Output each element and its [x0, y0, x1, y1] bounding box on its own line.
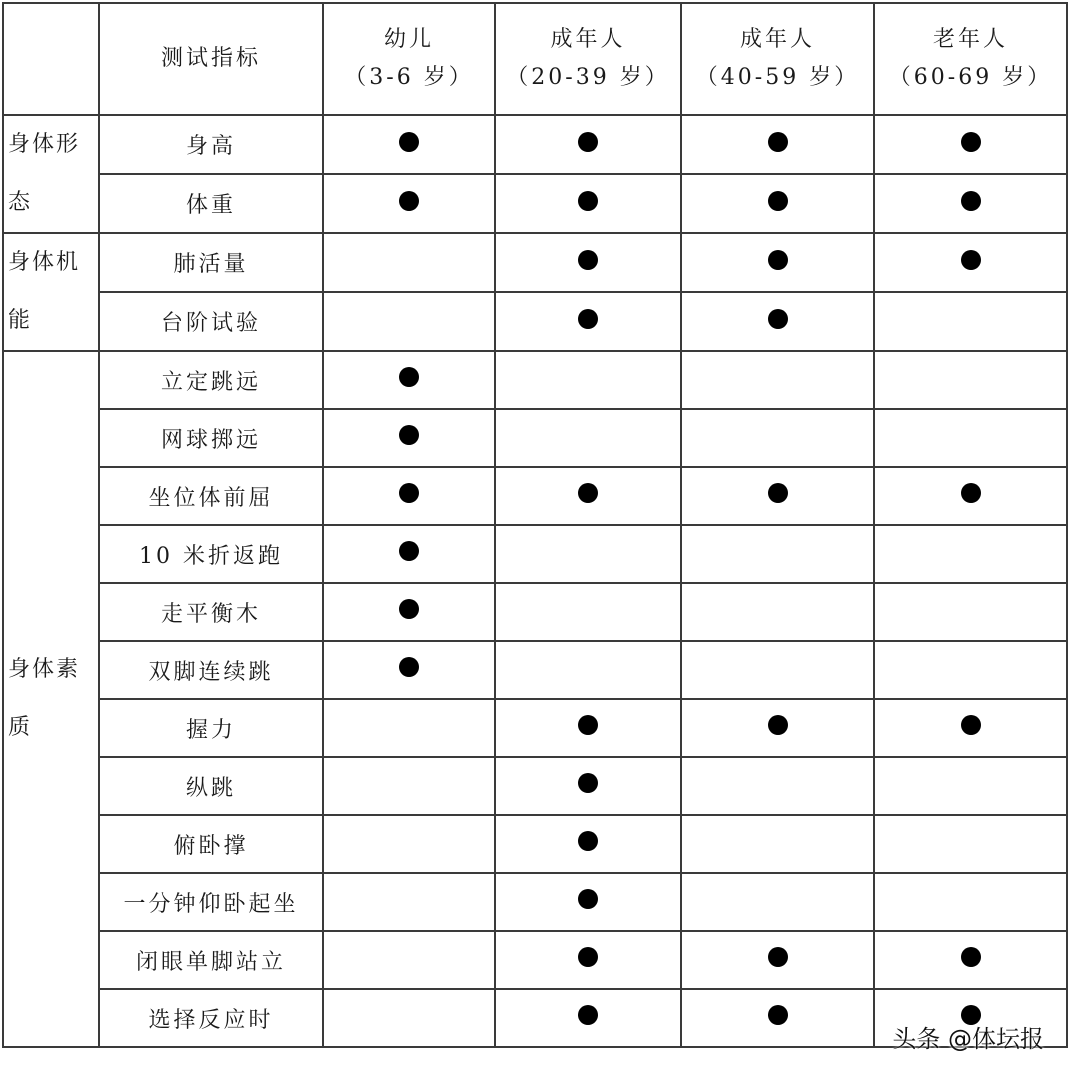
mark-cell — [495, 292, 681, 351]
included-dot-icon — [578, 715, 598, 735]
included-dot-icon — [768, 309, 788, 329]
table-row — [3, 351, 1067, 409]
included-dot-icon — [768, 191, 788, 211]
mark-cell — [323, 815, 495, 873]
indicator-name: 走平衡木 — [99, 583, 323, 641]
mark-cell — [874, 757, 1067, 815]
mark-cell — [495, 583, 681, 641]
mark-cell — [495, 115, 681, 174]
indicator-name: 纵跳 — [99, 757, 323, 815]
category-cell — [3, 115, 99, 233]
indicator-name: 一分钟仰卧起坐 — [99, 873, 323, 931]
included-dot-icon — [399, 191, 419, 211]
mark-cell — [495, 525, 681, 583]
included-dot-icon — [578, 1005, 598, 1025]
category-label: 能 — [8, 308, 33, 333]
included-dot-icon — [578, 250, 598, 270]
mark-cell — [323, 115, 495, 174]
mark-cell — [323, 467, 495, 525]
included-dot-icon — [399, 367, 419, 387]
category-label: 态 — [8, 190, 33, 215]
indicator-name: 身高 — [99, 115, 323, 174]
included-dot-icon — [578, 947, 598, 967]
indicator-name: 肺活量 — [99, 233, 323, 292]
table-row — [3, 525, 1067, 583]
mark-cell — [323, 699, 495, 757]
mark-cell — [874, 292, 1067, 351]
included-dot-icon — [578, 309, 598, 329]
category-cell — [3, 233, 99, 351]
mark-cell — [495, 873, 681, 931]
mark-cell — [323, 409, 495, 467]
category-label: 质 — [8, 715, 33, 740]
mark-cell — [681, 115, 874, 174]
mark-cell — [681, 931, 874, 989]
included-dot-icon — [578, 889, 598, 909]
mark-cell — [874, 174, 1067, 233]
mark-cell — [323, 873, 495, 931]
indicator-name: 网球掷远 — [99, 409, 323, 467]
included-dot-icon — [768, 132, 788, 152]
category-label: 身体机 — [8, 250, 81, 275]
watermark: 头条 @体坛报 — [892, 1025, 1044, 1053]
included-dot-icon — [399, 483, 419, 503]
included-dot-icon — [399, 541, 419, 561]
included-dot-icon — [961, 250, 981, 270]
indicator-name: 闭眼单脚站立 — [99, 931, 323, 989]
included-dot-icon — [961, 132, 981, 152]
included-dot-icon — [961, 191, 981, 211]
mark-cell — [495, 931, 681, 989]
mark-cell — [681, 873, 874, 931]
table-row — [3, 174, 1067, 233]
included-dot-icon — [768, 250, 788, 270]
mark-cell — [323, 757, 495, 815]
fitness-test-table — [2, 2, 1068, 1048]
indicator-name: 台阶试验 — [99, 292, 323, 351]
mark-cell — [874, 641, 1067, 699]
mark-cell — [323, 174, 495, 233]
mark-cell — [495, 699, 681, 757]
group-header-0: 幼儿 （3-6 岁） — [323, 3, 495, 115]
included-dot-icon — [578, 132, 598, 152]
mark-cell — [495, 233, 681, 292]
table-row — [3, 583, 1067, 641]
table-row — [3, 233, 1067, 292]
mark-cell — [874, 931, 1067, 989]
included-dot-icon — [399, 132, 419, 152]
included-dot-icon — [399, 425, 419, 445]
corner-cell — [3, 3, 99, 115]
mark-cell — [495, 467, 681, 525]
included-dot-icon — [768, 947, 788, 967]
table-row — [3, 931, 1067, 989]
mark-cell — [681, 815, 874, 873]
included-dot-icon — [768, 1005, 788, 1025]
included-dot-icon — [768, 483, 788, 503]
table-row — [3, 409, 1067, 467]
header-row — [3, 3, 1067, 115]
table-row — [3, 467, 1067, 525]
mark-cell — [874, 351, 1067, 409]
mark-cell — [681, 409, 874, 467]
mark-cell — [681, 583, 874, 641]
mark-cell — [874, 873, 1067, 931]
mark-cell — [681, 641, 874, 699]
indicator-name: 握力 — [99, 699, 323, 757]
mark-cell — [495, 641, 681, 699]
mark-cell — [323, 641, 495, 699]
included-dot-icon — [578, 773, 598, 793]
mark-cell — [323, 583, 495, 641]
group-header-3: 老年人 （60-69 岁） — [874, 3, 1067, 115]
indicator-name: 坐位体前屈 — [99, 467, 323, 525]
indicator-name: 选择反应时 — [99, 989, 323, 1047]
mark-cell — [874, 467, 1067, 525]
mark-cell — [681, 233, 874, 292]
included-dot-icon — [961, 715, 981, 735]
group-header-1: 成年人 （20-39 岁） — [495, 3, 681, 115]
table-row — [3, 641, 1067, 699]
mark-cell — [681, 351, 874, 409]
mark-cell — [495, 815, 681, 873]
mark-cell — [323, 989, 495, 1047]
table-row — [3, 699, 1067, 757]
mark-cell — [874, 525, 1067, 583]
mark-cell — [874, 409, 1067, 467]
indicator-name: 体重 — [99, 174, 323, 233]
included-dot-icon — [578, 191, 598, 211]
mark-cell — [681, 989, 874, 1047]
included-dot-icon — [399, 657, 419, 677]
mark-cell — [495, 989, 681, 1047]
indicator-header: 测试指标 — [99, 3, 323, 115]
mark-cell — [323, 351, 495, 409]
table-row — [3, 815, 1067, 873]
mark-cell — [681, 467, 874, 525]
mark-cell — [323, 525, 495, 583]
mark-cell — [495, 351, 681, 409]
mark-cell — [681, 757, 874, 815]
mark-cell — [874, 115, 1067, 174]
mark-cell — [495, 174, 681, 233]
table-row — [3, 115, 1067, 174]
mark-cell — [681, 174, 874, 233]
category-cell — [3, 351, 99, 1047]
category-label: 身体形 — [8, 132, 81, 157]
included-dot-icon — [768, 715, 788, 735]
included-dot-icon — [578, 483, 598, 503]
indicator-name: 10 米折返跑 — [99, 525, 323, 583]
mark-cell — [874, 699, 1067, 757]
table-row — [3, 757, 1067, 815]
mark-cell — [323, 931, 495, 989]
included-dot-icon — [399, 599, 419, 619]
mark-cell — [681, 699, 874, 757]
group-header-2: 成年人 （40-59 岁） — [681, 3, 874, 115]
mark-cell — [874, 233, 1067, 292]
included-dot-icon — [961, 483, 981, 503]
mark-cell — [323, 233, 495, 292]
table-row — [3, 292, 1067, 351]
category-label: 身体素 — [8, 657, 81, 682]
included-dot-icon — [961, 947, 981, 967]
mark-cell — [495, 757, 681, 815]
mark-cell — [495, 409, 681, 467]
indicator-name: 俯卧撑 — [99, 815, 323, 873]
indicator-name: 双脚连续跳 — [99, 641, 323, 699]
mark-cell — [681, 292, 874, 351]
mark-cell — [323, 292, 495, 351]
indicator-name: 立定跳远 — [99, 351, 323, 409]
mark-cell — [681, 525, 874, 583]
table-row — [3, 873, 1067, 931]
mark-cell — [874, 815, 1067, 873]
mark-cell — [874, 583, 1067, 641]
included-dot-icon — [578, 831, 598, 851]
